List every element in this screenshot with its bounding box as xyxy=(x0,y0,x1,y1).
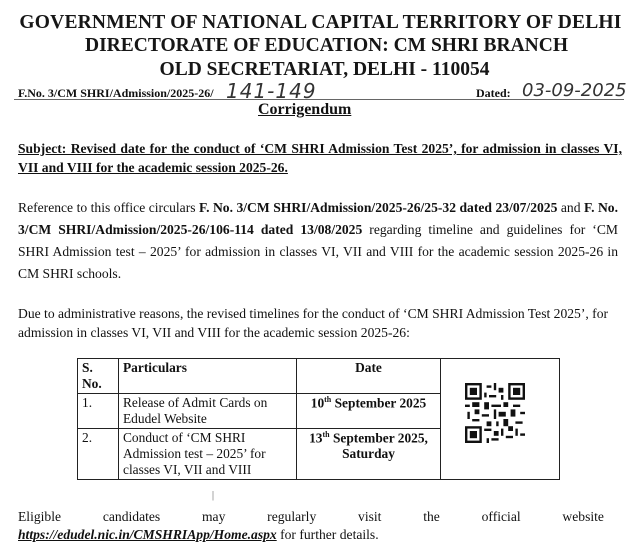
subject-line: Subject: Revised date for the conduct of ‘CM SHRI Admission Test 2025’, for admission in classes VI, VII and VIII for the academic session 2025-26. xyxy=(18,141,622,175)
header-line-2: DIRECTORATE OF EDUCATION: CM SHRI BRANCH xyxy=(84,35,569,56)
eligible-word: the xyxy=(423,509,440,524)
eligible-word: may xyxy=(201,509,226,524)
eligible-word: regularly xyxy=(267,509,317,524)
row-1-date-month: September 2025 xyxy=(331,395,427,411)
row-2-date-day: 13 xyxy=(309,430,323,446)
row-1-date-day: 10 xyxy=(310,395,325,411)
row-2-date-suffix: th xyxy=(322,430,330,439)
para1-text-1: Reference to this office circulars xyxy=(18,200,200,215)
eligible-word: website xyxy=(562,509,604,524)
row-1-date xyxy=(297,394,441,429)
para1-text-3: regarding timeline and guidelines for ‘CM SHRI Admission test – 2025’ for admission in classes VI, VII and VIII for the academic session 2025-26 in CM SHRI schools. xyxy=(18,222,618,281)
schedule-table xyxy=(77,358,560,480)
row-2-particulars: Conduct of ‘CM SHRI Admission test – 2025’ for classes VI, VII and VIII xyxy=(119,429,297,480)
table-header-row xyxy=(78,359,560,394)
header-date: Date xyxy=(297,359,441,394)
dated-label: Dated: xyxy=(476,86,511,100)
row-1-date-suffix: th xyxy=(324,395,332,404)
header-particulars: Particulars xyxy=(119,359,297,394)
website-link[interactable]: https://edudel.nic.in/CMSHRIApp/Home.aspx xyxy=(18,527,277,542)
eligible-word: Eligible xyxy=(18,509,62,524)
website-line xyxy=(18,527,379,543)
page-title: Corrigendum xyxy=(258,101,352,118)
para1-circular-2: F. No. 3/CM SHRI/Admission/2025-26/106-114 dated 13/08/2025 xyxy=(18,200,618,237)
row-1-sno: 1. xyxy=(78,394,119,429)
file-number-handwritten: 141-149 xyxy=(226,79,317,103)
stray-mark: | xyxy=(212,490,215,501)
row-1-particulars: Release of Admit Cards on Edudel Website xyxy=(119,394,297,429)
para1-text-2: and xyxy=(557,200,585,215)
header-divider xyxy=(14,99,624,100)
reason-paragraph: Due to administrative reasons, the revised timelines for the conduct of ‘CM SHRI Admission Test 2025’, for admission in classes VI, VII and VIII for the academic session 2025-26: xyxy=(18,306,609,340)
row-2-date xyxy=(297,429,441,480)
row-2-sno: 2. xyxy=(78,429,119,480)
qr-code-icon[interactable] xyxy=(465,381,525,445)
reference-paragraph xyxy=(18,197,618,285)
row-2-date-month: September 2025, Saturday xyxy=(329,430,428,462)
header-sno: S. No. xyxy=(78,359,119,394)
eligible-word: official xyxy=(481,509,521,524)
eligible-word: candidates xyxy=(102,509,161,524)
file-number-label: F.No. 3/CM SHRI/Admission/2025-26/ xyxy=(18,86,214,100)
dated-handwritten: 03-09-2025 xyxy=(522,80,627,101)
eligible-line xyxy=(18,509,604,525)
header-line-3: OLD SECRETARIAT, DELHI - 110054 xyxy=(159,59,490,80)
website-suffix: for further details. xyxy=(276,527,379,542)
eligible-word: visit xyxy=(358,509,382,524)
para1-circular-1: F. No. 3/CM SHRI/Admission/2025-26/25-32 dated 23/07/2025 xyxy=(199,200,558,215)
qr-cell xyxy=(441,359,560,480)
header-line-1: GOVERNMENT OF NATIONAL CAPITAL TERRITORY OF DELHI xyxy=(19,12,622,33)
